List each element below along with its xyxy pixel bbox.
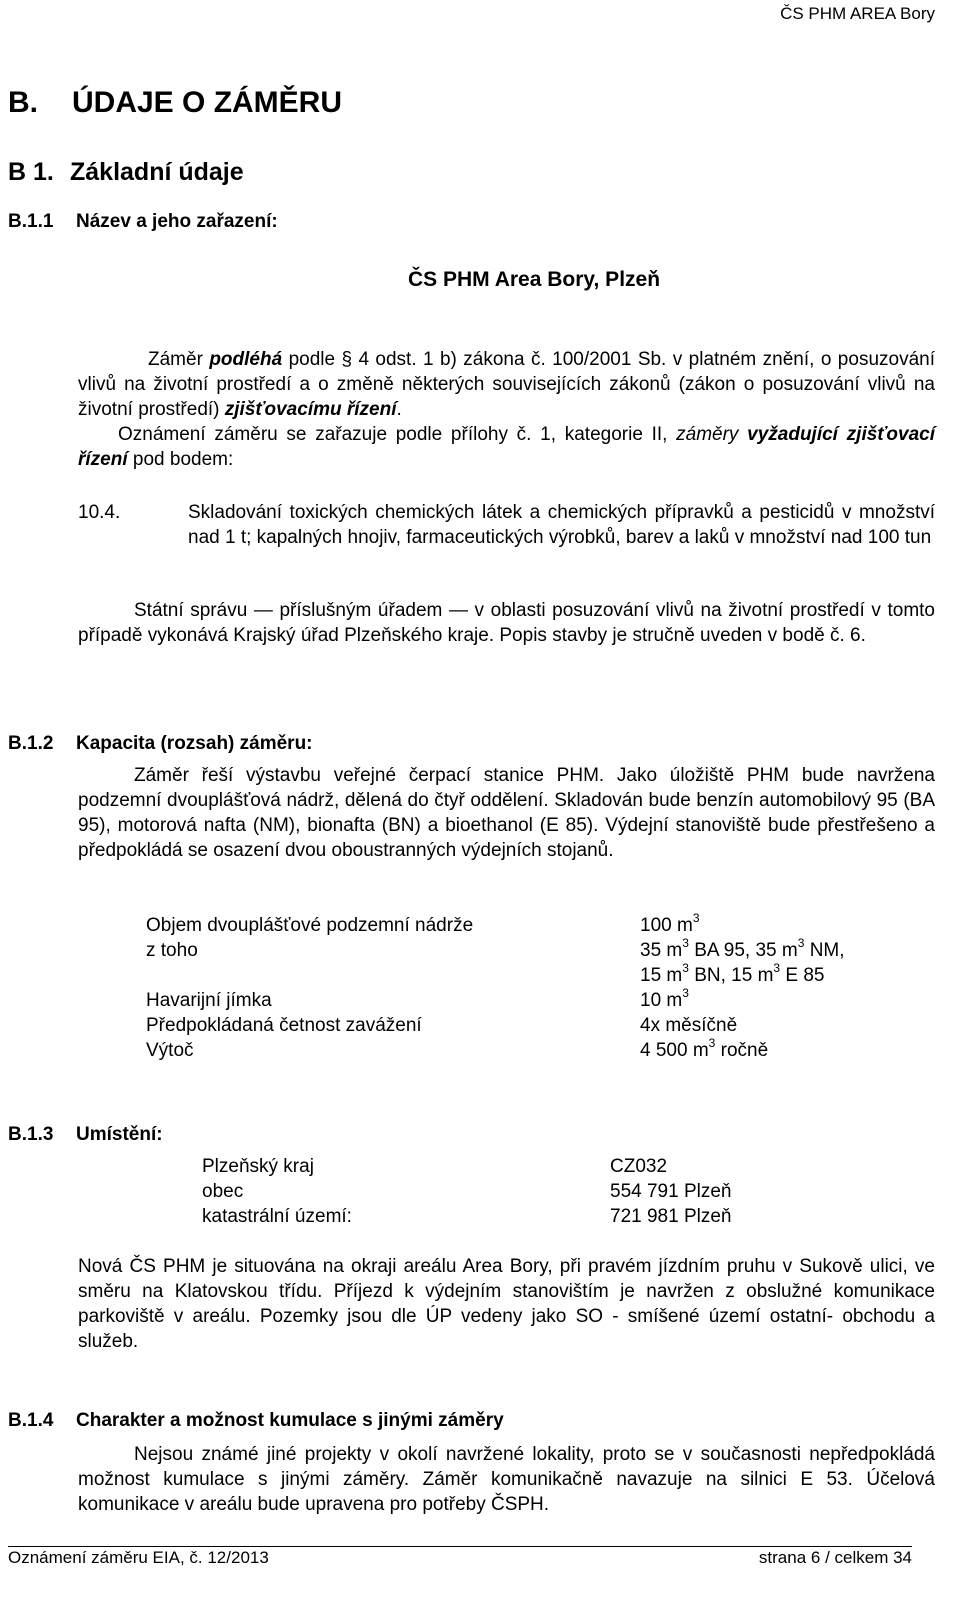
footer-divider bbox=[8, 1546, 912, 1547]
capacity-label-output: Výtoč bbox=[146, 1040, 194, 1061]
b12-paragraph: Záměr řeší výstavbu veřejné čerpací stanice PHM. Jako úložiště PHM bude navržena podzemní dvouplášťová nádrž, dělená do čtyř oddělení. Skladován bude benzín automobilový 95 (BA 95), motorová nafta (NM), bionafta (BN) a bioethanol (E 85). Výdejní stanoviště bude přestřešeno a předpokládá se osazení dvou oboustranných výdejních stojanů. bbox=[78, 765, 935, 861]
b11-paragraph-1 bbox=[78, 347, 935, 422]
section-b-heading bbox=[8, 86, 342, 120]
b13-number: B.1.3 bbox=[8, 1124, 54, 1145]
b11-paragraph-3: Státní správu — příslušným úřadem — v oblasti posuzování vlivů na životní prostředí v tomto případě vykonává Krajský úřad Plzeňského kraje. Popis stavby je stručně uveden v bodě č. 6. bbox=[78, 600, 935, 646]
section-b-title: ÚDAJE O ZÁMĚRU bbox=[72, 86, 343, 119]
section-b-number: B. bbox=[8, 86, 38, 119]
footer-page-number: strana 6 / celkem 34 bbox=[758, 1548, 912, 1567]
capacity-value-volume: 100 $m^3$ bbox=[640, 911, 700, 936]
capacity-value-of-which: 35 $m^3$ BA 95, 35 $m^3$ NM, 15 $m^3$ BN, 15 $m^3$ E 85 bbox=[640, 936, 845, 986]
item-number: 10.4. bbox=[78, 502, 121, 523]
section-b1-heading bbox=[8, 158, 244, 187]
section-b1-title: Základní údaje bbox=[70, 158, 244, 186]
item-text: Skladování toxických chemických látek a chemických přípravků a pesticidů v množství nad 1 t; kapalných hnojiv, farmaceutických výrobků, barev a laků v množství nad 100 tun bbox=[188, 502, 935, 548]
location-label: katastrální území: bbox=[202, 1206, 352, 1227]
p2-text-1: Oznámení záměru se zařazuje podle přílohy č. 1, kategorie II, bbox=[118, 424, 677, 445]
p1-text-5: . bbox=[396, 399, 402, 420]
capacity-value-delivery: 4x měsíčně bbox=[640, 1015, 738, 1036]
capacity-table bbox=[146, 913, 940, 1063]
b12-title: Kapacita (rozsah) záměru: bbox=[76, 733, 313, 754]
b13-title: Umístění: bbox=[76, 1124, 163, 1145]
b14-heading bbox=[8, 1410, 504, 1432]
b13-heading bbox=[8, 1124, 163, 1146]
capacity-value-sump: 10 $m^3$ bbox=[640, 986, 689, 1011]
running-header: ČS PHM AREA Bory bbox=[780, 4, 935, 23]
b14-title: Charakter a možnost kumulace s jinými záměry bbox=[76, 1410, 504, 1431]
b11-heading bbox=[8, 211, 278, 233]
b11-title: Název a jeho zařazení: bbox=[76, 211, 278, 232]
p2-text-4: pod bodem: bbox=[127, 449, 234, 470]
b11-paragraph-2 bbox=[78, 422, 935, 472]
capacity-label-sump: Havarijní jímka bbox=[146, 990, 272, 1011]
location-table bbox=[202, 1154, 910, 1229]
capacity-label-of-which: z toho bbox=[146, 940, 198, 961]
b12-number: B.1.2 bbox=[8, 733, 54, 754]
capacity-label-delivery: Předpokládaná četnost zavážení bbox=[146, 1015, 422, 1036]
project-name: ČS PHM Area Bory, Plzeň bbox=[407, 268, 661, 291]
capacity-label-volume: Objem dvouplášťové podzemní nádrže bbox=[146, 915, 474, 936]
p2-text-2: záměry bbox=[676, 424, 748, 445]
section-b1-number: B 1. bbox=[8, 158, 54, 186]
location-label: obec bbox=[202, 1181, 244, 1202]
location-value: 721 981 Plzeň bbox=[610, 1206, 732, 1227]
footer-document-title: Oznámení záměru EIA, č. 12/2013 bbox=[8, 1548, 269, 1567]
p1-text-1: Záměr bbox=[148, 349, 210, 370]
b14-number: B.1.4 bbox=[8, 1410, 54, 1431]
location-value: 554 791 Plzeň bbox=[610, 1181, 732, 1202]
p2-text-3: vyžadující zjišťovací řízení bbox=[78, 424, 935, 470]
p1-text-2: podléhá bbox=[209, 349, 283, 370]
location-label: Plzeňský kraj bbox=[202, 1156, 314, 1177]
b12-heading bbox=[8, 733, 313, 755]
b14-paragraph: Nejsou známé jiné projekty v okolí navržené lokality, proto se v současnosti nepředpokládá možnost kumulace s jinými záměry. Záměr komunikačně navazuje na silnici E 53. Účelová komunikace v areálu bude upravena pro potřeby ČSPH. bbox=[78, 1444, 935, 1515]
capacity-value-output: 4 500 $m^3$ ročně bbox=[640, 1036, 769, 1061]
b11-number: B.1.1 bbox=[8, 211, 54, 232]
p1-text-3: podle § 4 odst. 1 b) zákona č. 100/2001 Sb. v platném znění, o posuzování vlivů na životní prostředí a o změně některých souvisejících zákonů (zákon o posuzování vlivů na životní prostředí) bbox=[78, 349, 935, 420]
location-value: CZ032 bbox=[610, 1156, 668, 1177]
b13-paragraph: Nová ČS PHM je situována na okraji areálu Area Bory, při pravém jízdním pruhu v Sukově ulici, ve směru na Klatovskou třídu. Příjezd k výdejním stanovištím je navržen z obslužné komunikace parkoviště v areálu. Pozemky jsou dle ÚP vedeny jako SO - smíšené území ostatní- obchodu a služeb. bbox=[78, 1256, 935, 1352]
p1-text-4: zjišťovacímu řízení bbox=[224, 399, 397, 420]
